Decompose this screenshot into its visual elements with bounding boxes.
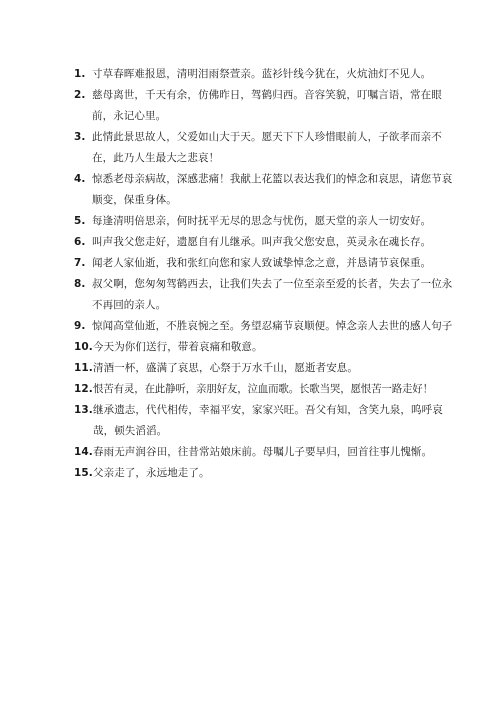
item-number: 7.: [74, 257, 86, 269]
item-number: 11.: [74, 362, 93, 374]
list-item: [74, 232, 454, 253]
item-number: 13.: [74, 404, 93, 416]
list-item: [74, 253, 454, 274]
item-text: 每逢清明倍思亲，何时抚平无尽的思念与忧伤，愿天堂的亲人一切安好。: [92, 215, 432, 227]
condolence-list: [74, 64, 454, 484]
item-text: 寸草春晖难报恩，清明泪雨祭萱亲。蓝衫针线今犹在，火炕油灯不见人。: [92, 68, 432, 80]
list-item: [74, 337, 454, 358]
item-number: 2.: [74, 89, 86, 101]
list-item: [74, 316, 454, 337]
item-text: 今天为你们送行，带着哀痛和敬意。: [93, 341, 263, 353]
item-number: 12.: [74, 383, 93, 395]
item-number: 6.: [74, 236, 86, 248]
item-text: 此情此景思故人，父爱如山大于天。愿天下下人珍惜眼前人，子欲孝而亲不在，此乃人生最大之悲哀！: [92, 131, 442, 164]
list-item: [74, 169, 454, 211]
list-item: [74, 442, 454, 463]
item-text: 恨苦有灵，在此静听，亲朋好友，泣血而歌。长歌当哭，愿恨苦一路走好！: [93, 383, 433, 395]
item-number: 5.: [74, 215, 86, 227]
item-number: 9.: [74, 320, 86, 332]
list-item: [74, 85, 454, 127]
item-number: 4.: [74, 173, 86, 185]
item-number: 1.: [74, 68, 86, 80]
item-text: 闻老人家仙逝，我和张红向您和家人致诚挚悼念之意，并恳请节哀保重。: [92, 257, 432, 269]
item-text: 叫声我父您走好，遗愿自有儿继承。叫声我父您安息，英灵永在魂长存。: [92, 236, 432, 248]
item-text: 惊悉老母亲病故，深感悲痛！我献上花篮以表达我们的悼念和哀思，请您节哀顺变，保重身体。: [92, 173, 453, 206]
list-item: [74, 274, 454, 316]
item-text: 继承遗志，代代相传，幸福平安，家家兴旺。吾父有知，含笑九泉，呜呼哀哉，顿失滔滔。: [93, 404, 443, 437]
item-text: 叔父啊，您匆匆驾鹤西去，让我们失去了一位至亲至爱的长者，失去了一位永不再回的亲人。: [92, 278, 453, 311]
item-text: 春雨无声润谷田，往昔常站娘床前。母嘱儿子要早归，回首往事儿愧惭。: [93, 446, 433, 458]
item-number: 15.: [74, 467, 93, 479]
list-item: [74, 379, 454, 400]
item-number: 14.: [74, 446, 93, 458]
list-item: [74, 463, 454, 484]
list-item: [74, 64, 454, 85]
list-item: [74, 211, 454, 232]
list-item: [74, 400, 454, 442]
item-number: 8.: [74, 278, 86, 290]
list-item: [74, 127, 454, 169]
item-text: 惊闻高堂仙逝，不胜哀惋之至。务望忍痛节哀顺便。悼念亲人去世的感人句子: [92, 320, 453, 332]
item-number: 10.: [74, 341, 93, 353]
list-item: [74, 358, 454, 379]
item-text: 清酒一杯，盛满了哀思，心祭于万水千山，愿逝者安息。: [93, 362, 358, 374]
item-text: 父亲走了，永远地走了。: [93, 467, 210, 479]
item-text: 慈母离世，千天有余，仿佛昨日，驾鹤归西。音容笑貌，叮嘱言语，常在眼前，永记心里。: [92, 89, 442, 122]
item-number: 3.: [74, 131, 86, 143]
